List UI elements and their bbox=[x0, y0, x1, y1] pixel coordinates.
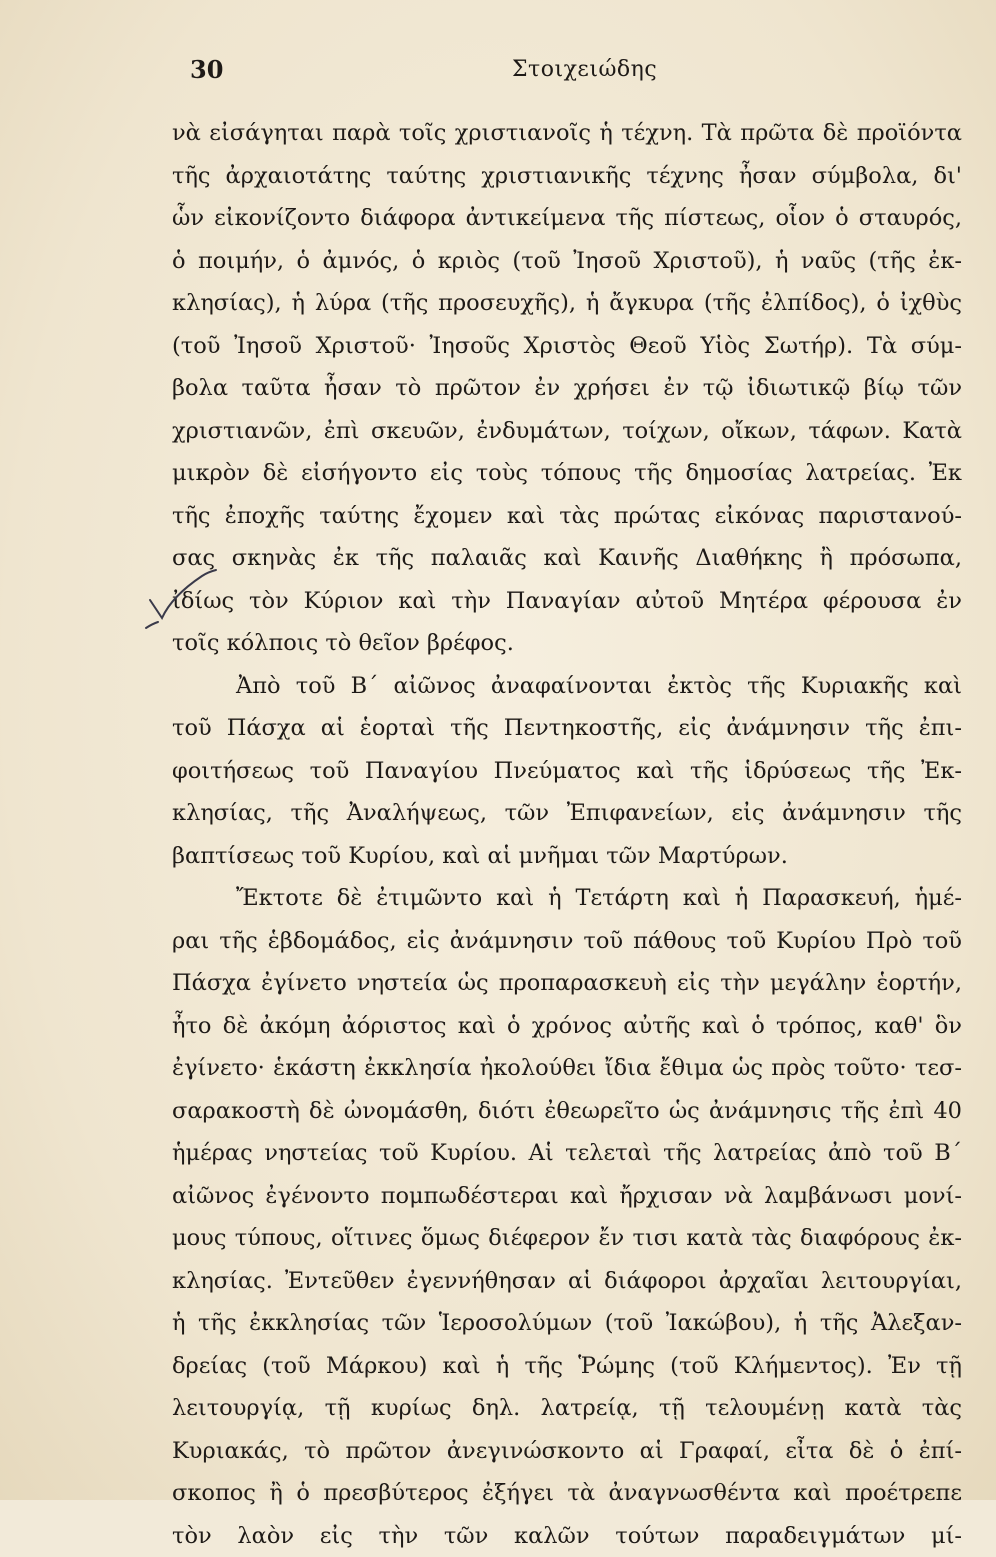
text-line: χριστιανῶν, ἐπὶ σκευῶν, ἐνδυμάτων, τοίχων, οἴκων, τάφων. Κατὰ bbox=[172, 410, 962, 453]
text-line: τῆς ἀρχαιοτάτης ταύτης χριστιανικῆς τέχνης ἦσαν σύμβολα, δι' bbox=[172, 155, 962, 198]
text-line: βολα ταῦτα ἦσαν τὸ πρῶτον ἐν χρήσει ἐν τῷ ἰδιωτικῷ βίῳ τῶν bbox=[172, 367, 962, 410]
body-text bbox=[172, 112, 962, 1557]
text-line: νὰ εἰσάγηται παρὰ τοῖς χριστιανοῖς ἡ τέχνη. Τὰ πρῶτα δὲ προϊόντα bbox=[172, 112, 962, 155]
text-line: ἰδίως τὸν Κύριον καὶ τὴν Παναγίαν αὐτοῦ Μητέρα φέρουσα ἐν bbox=[172, 580, 962, 623]
text-line: τὸν λαὸν εἰς τὴν τῶν καλῶν τούτων παραδειγμάτων μί- bbox=[172, 1515, 962, 1557]
running-title: Στοιχειώδης bbox=[512, 57, 657, 82]
handwritten-check-mark-icon bbox=[142, 548, 222, 638]
text-line: φοιτήσεως τοῦ Παναγίου Πνεύματος καὶ τῆς ἱδρύσεως τῆς Ἐκ- bbox=[172, 750, 962, 793]
text-line: τοῦ Πάσχα αἱ ἑορταὶ τῆς Πεντηκοστῆς, εἰς ἀνάμνησιν τῆς ἐπι- bbox=[172, 707, 962, 750]
text-line: βαπτίσεως τοῦ Κυρίου, καὶ αἱ μνῆμαι τῶν Μαρτύρων. bbox=[172, 835, 962, 878]
text-line: ἐγίνετο· ἑκάστη ἐκκλησία ἠκολούθει ἴδια ἔθιμα ὡς πρὸς τοῦτο· τεσ- bbox=[172, 1047, 962, 1090]
text-line: αἰῶνος ἐγένοντο πομπωδέστεραι καὶ ἤρχισαν νὰ λαμβάνωσι μονί- bbox=[172, 1175, 962, 1218]
text-line: μικρὸν δὲ εἰσήγοντο εἰς τοὺς τόπους τῆς δημοσίας λατρείας. Ἐκ bbox=[172, 452, 962, 495]
text-line: σαρακοστὴ δὲ ὠνομάσθη, διότι ἐθεωρεῖτο ὡς ἀνάμνησις τῆς ἐπὶ 40 bbox=[172, 1090, 962, 1133]
text-line: λειτουργίᾳ, τῇ κυρίως δηλ. λατρείᾳ, τῇ τελουμένῃ κατὰ τὰς bbox=[172, 1387, 962, 1430]
text-line: κλησίας. Ἐντεῦθεν ἐγεννήθησαν αἱ διάφοροι ἀρχαῖαι λειτουργίαι, bbox=[172, 1260, 962, 1303]
text-line: (τοῦ Ἰησοῦ Χριστοῦ· Ἰησοῦς Χριστὸς Θεοῦ Υἱὸς Σωτήρ). Τὰ σύμ- bbox=[172, 325, 962, 368]
text-line: ραι τῆς ἑβδομάδος, εἰς ἀνάμνησιν τοῦ πάθους τοῦ Κυρίου Πρὸ τοῦ bbox=[172, 920, 962, 963]
text-line: δρείας (τοῦ Μάρκου) καὶ ἡ τῆς Ῥώμης (τοῦ Κλήμεντος). Ἐν τῇ bbox=[172, 1345, 962, 1388]
text-line: κλησίας, τῆς Ἀναλήψεως, τῶν Ἐπιφανείων, εἰς ἀνάμνησιν τῆς bbox=[172, 792, 962, 835]
text-line: μους τύπους, οἵτινες ὅμως διέφερον ἔν τισι κατὰ τὰς διαφόρους ἐκ- bbox=[172, 1217, 962, 1260]
page-number: 30 bbox=[190, 55, 223, 84]
text-line: ἡμέρας νηστείας τοῦ Κυρίου. Αἱ τελεταὶ τῆς λατρείας ἀπὸ τοῦ Β΄ bbox=[172, 1132, 962, 1175]
text-line: κλησίας), ἡ λύρα (τῆς προσευχῆς), ἡ ἄγκυρα (τῆς ἐλπίδος), ὁ ἰχθὺς bbox=[172, 282, 962, 325]
text-line: ἡ τῆς ἐκκλησίας τῶν Ἱεροσολύμων (τοῦ Ἰακώβου), ἡ τῆς Ἀλεξαν- bbox=[172, 1302, 962, 1345]
text-line: ἦτο δὲ ἀκόμη ἀόριστος καὶ ὁ χρόνος αὐτῆς καὶ ὁ τρόπος, καθ' ὃν bbox=[172, 1005, 962, 1048]
text-line: τοῖς κόλποις τὸ θεῖον βρέφος. bbox=[172, 622, 962, 665]
text-line: σας σκηνὰς ἐκ τῆς παλαιᾶς καὶ Καινῆς Διαθήκης ἢ πρόσωπα, bbox=[172, 537, 962, 580]
text-line: τῆς ἐποχῆς ταύτης ἔχομεν καὶ τὰς πρώτας εἰκόνας παριστανού- bbox=[172, 495, 962, 538]
text-line: Ἔκτοτε δὲ ἐτιμῶντο καὶ ἡ Τετάρτη καὶ ἡ Παρασκευή, ἡμέ- bbox=[172, 877, 962, 920]
text-line: σκοπος ἢ ὁ πρεσβύτερος ἐξήγει τὰ ἀναγνωσθέντα καὶ προέτρεπε bbox=[172, 1472, 962, 1515]
page-header bbox=[0, 55, 996, 95]
text-line: Πάσχα ἐγίνετο νηστεία ὡς προπαρασκευὴ εἰς τὴν μεγάλην ἑορτήν, bbox=[172, 962, 962, 1005]
text-line: ὁ ποιμήν, ὁ ἀμνός, ὁ κριὸς (τοῦ Ἰησοῦ Χριστοῦ), ἡ ναῦς (τῆς ἐκ- bbox=[172, 240, 962, 283]
text-line: Κυριακάς, τὸ πρῶτον ἀνεγινώσκοντο αἱ Γραφαί, εἶτα δὲ ὁ ἐπί- bbox=[172, 1430, 962, 1473]
text-line: Ἀπὸ τοῦ Β΄ αἰῶνος ἀναφαίνονται ἐκτὸς τῆς Κυριακῆς καὶ bbox=[172, 665, 962, 708]
text-line: ὧν εἰκονίζοντο διάφορα ἀντικείμενα τῆς πίστεως, οἷον ὁ σταυρός, bbox=[172, 197, 962, 240]
